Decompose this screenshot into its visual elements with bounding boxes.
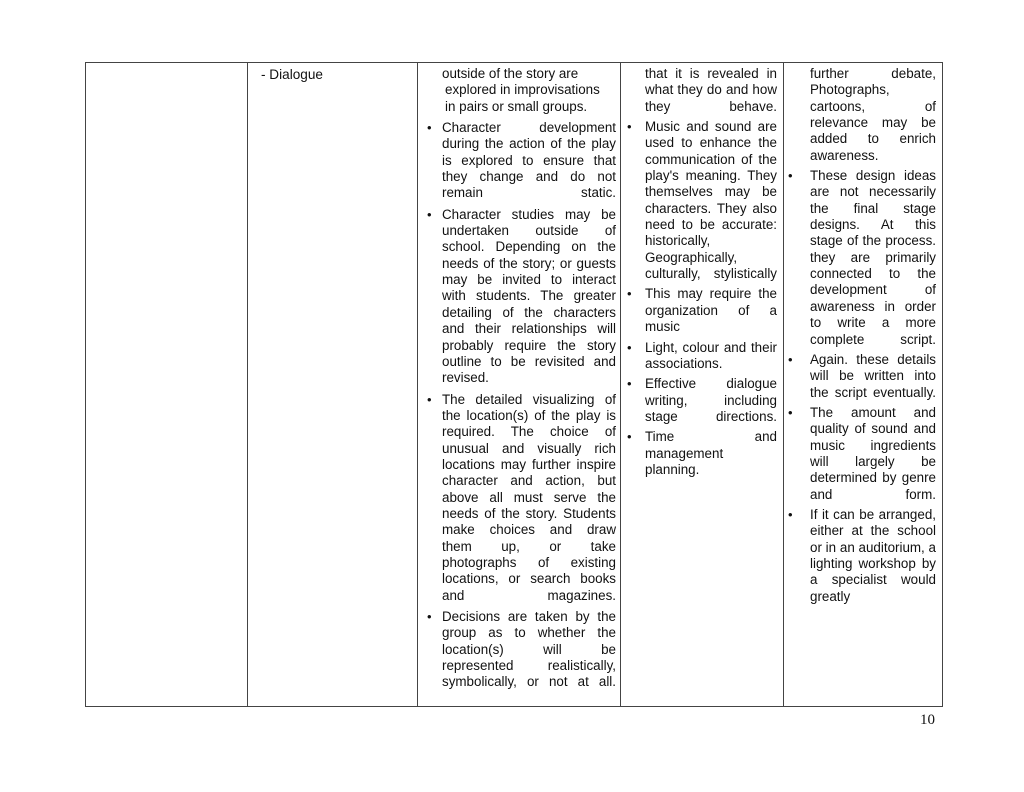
list-item: • Effective dialogue writing, including stage directions.: [627, 376, 777, 424]
text-line: outside of the story are: [442, 66, 579, 81]
list-item: • Character development during the action of the play is explored to ensure that they change and do not remain static.: [427, 120, 616, 201]
bullet-icon: •: [427, 391, 432, 407]
list-item: • Time and management planning.: [627, 429, 777, 477]
activities-cell: [418, 63, 621, 707]
continued-text: that it is revealed in what they do and how they behave.: [645, 66, 777, 114]
list-item: • These design ideas are not necessarily the final stage designs. At this stage of the process. they are primarily connected to the development of awareness in order to write a more complete script.: [788, 168, 936, 347]
continued-text: [427, 66, 616, 115]
table-row: [86, 63, 943, 707]
list-item: • Light, colour and their associations.: [627, 339, 777, 371]
empty-cell: [86, 63, 248, 707]
continued-text: further debate, Photographs, cartoons, of relevance may be added to enrich awareness.: [810, 66, 936, 163]
page-number: 10: [920, 712, 935, 728]
list-item: • This may require the organization of a music: [627, 286, 777, 335]
list-item: • Music and sound are used to enhance the communication of the play's meaning. They themselves may be characters. They also need to be accurate: historically, Geographically, culturally, stylistically: [627, 119, 777, 282]
text-line: explored in improvisations: [445, 82, 600, 98]
bullet-icon: •: [788, 351, 793, 367]
list-item: • Again. these details will be written into the script eventually.: [788, 351, 936, 400]
bullet-icon: •: [788, 168, 793, 184]
resources-cell: [621, 63, 784, 707]
list-item: • Decisions are taken by the group as to whether the location(s) will be represented realistically, symbolically, or not at all.: [427, 609, 616, 690]
bullet-icon: •: [788, 506, 793, 522]
label-cell: [248, 63, 418, 707]
list-item: • The amount and quality of sound and music ingredients will largely be determined by genre and form.: [788, 404, 936, 502]
bullet-icon: •: [627, 376, 632, 392]
content-table: [85, 62, 943, 707]
list-item: • Character studies may be undertaken outside of school. Depending on the needs of the story; or guests may be invited to interact with students. The greater detailing of the characters and their relationships will probably require the story outline to be revisited and revised.: [427, 206, 616, 386]
list-item: • The detailed visualizing of the location(s) of the play is required. The choice of unusual and visually rich locations may further inspire character and action, but above all must serve the needs of the story. Students make choices and draw them up, or take photographs of existing locations, or search books and magazines.: [427, 391, 616, 603]
bullet-icon: •: [427, 120, 432, 136]
bullet-icon: •: [788, 404, 793, 420]
text-line: in pairs or small groups.: [445, 98, 588, 114]
notes-cell: [784, 63, 943, 707]
bullet-icon: •: [627, 286, 632, 302]
bullet-icon: •: [427, 609, 432, 624]
list-item: • If it can be arranged, either at the school or in an auditorium, a lighting workshop by a specialist would greatly: [788, 506, 936, 604]
bullet-icon: •: [427, 206, 432, 222]
bullet-icon: •: [627, 429, 632, 445]
dialogue-label: - Dialogue: [261, 67, 323, 82]
bullet-icon: •: [627, 339, 632, 355]
bullet-icon: •: [627, 119, 632, 135]
